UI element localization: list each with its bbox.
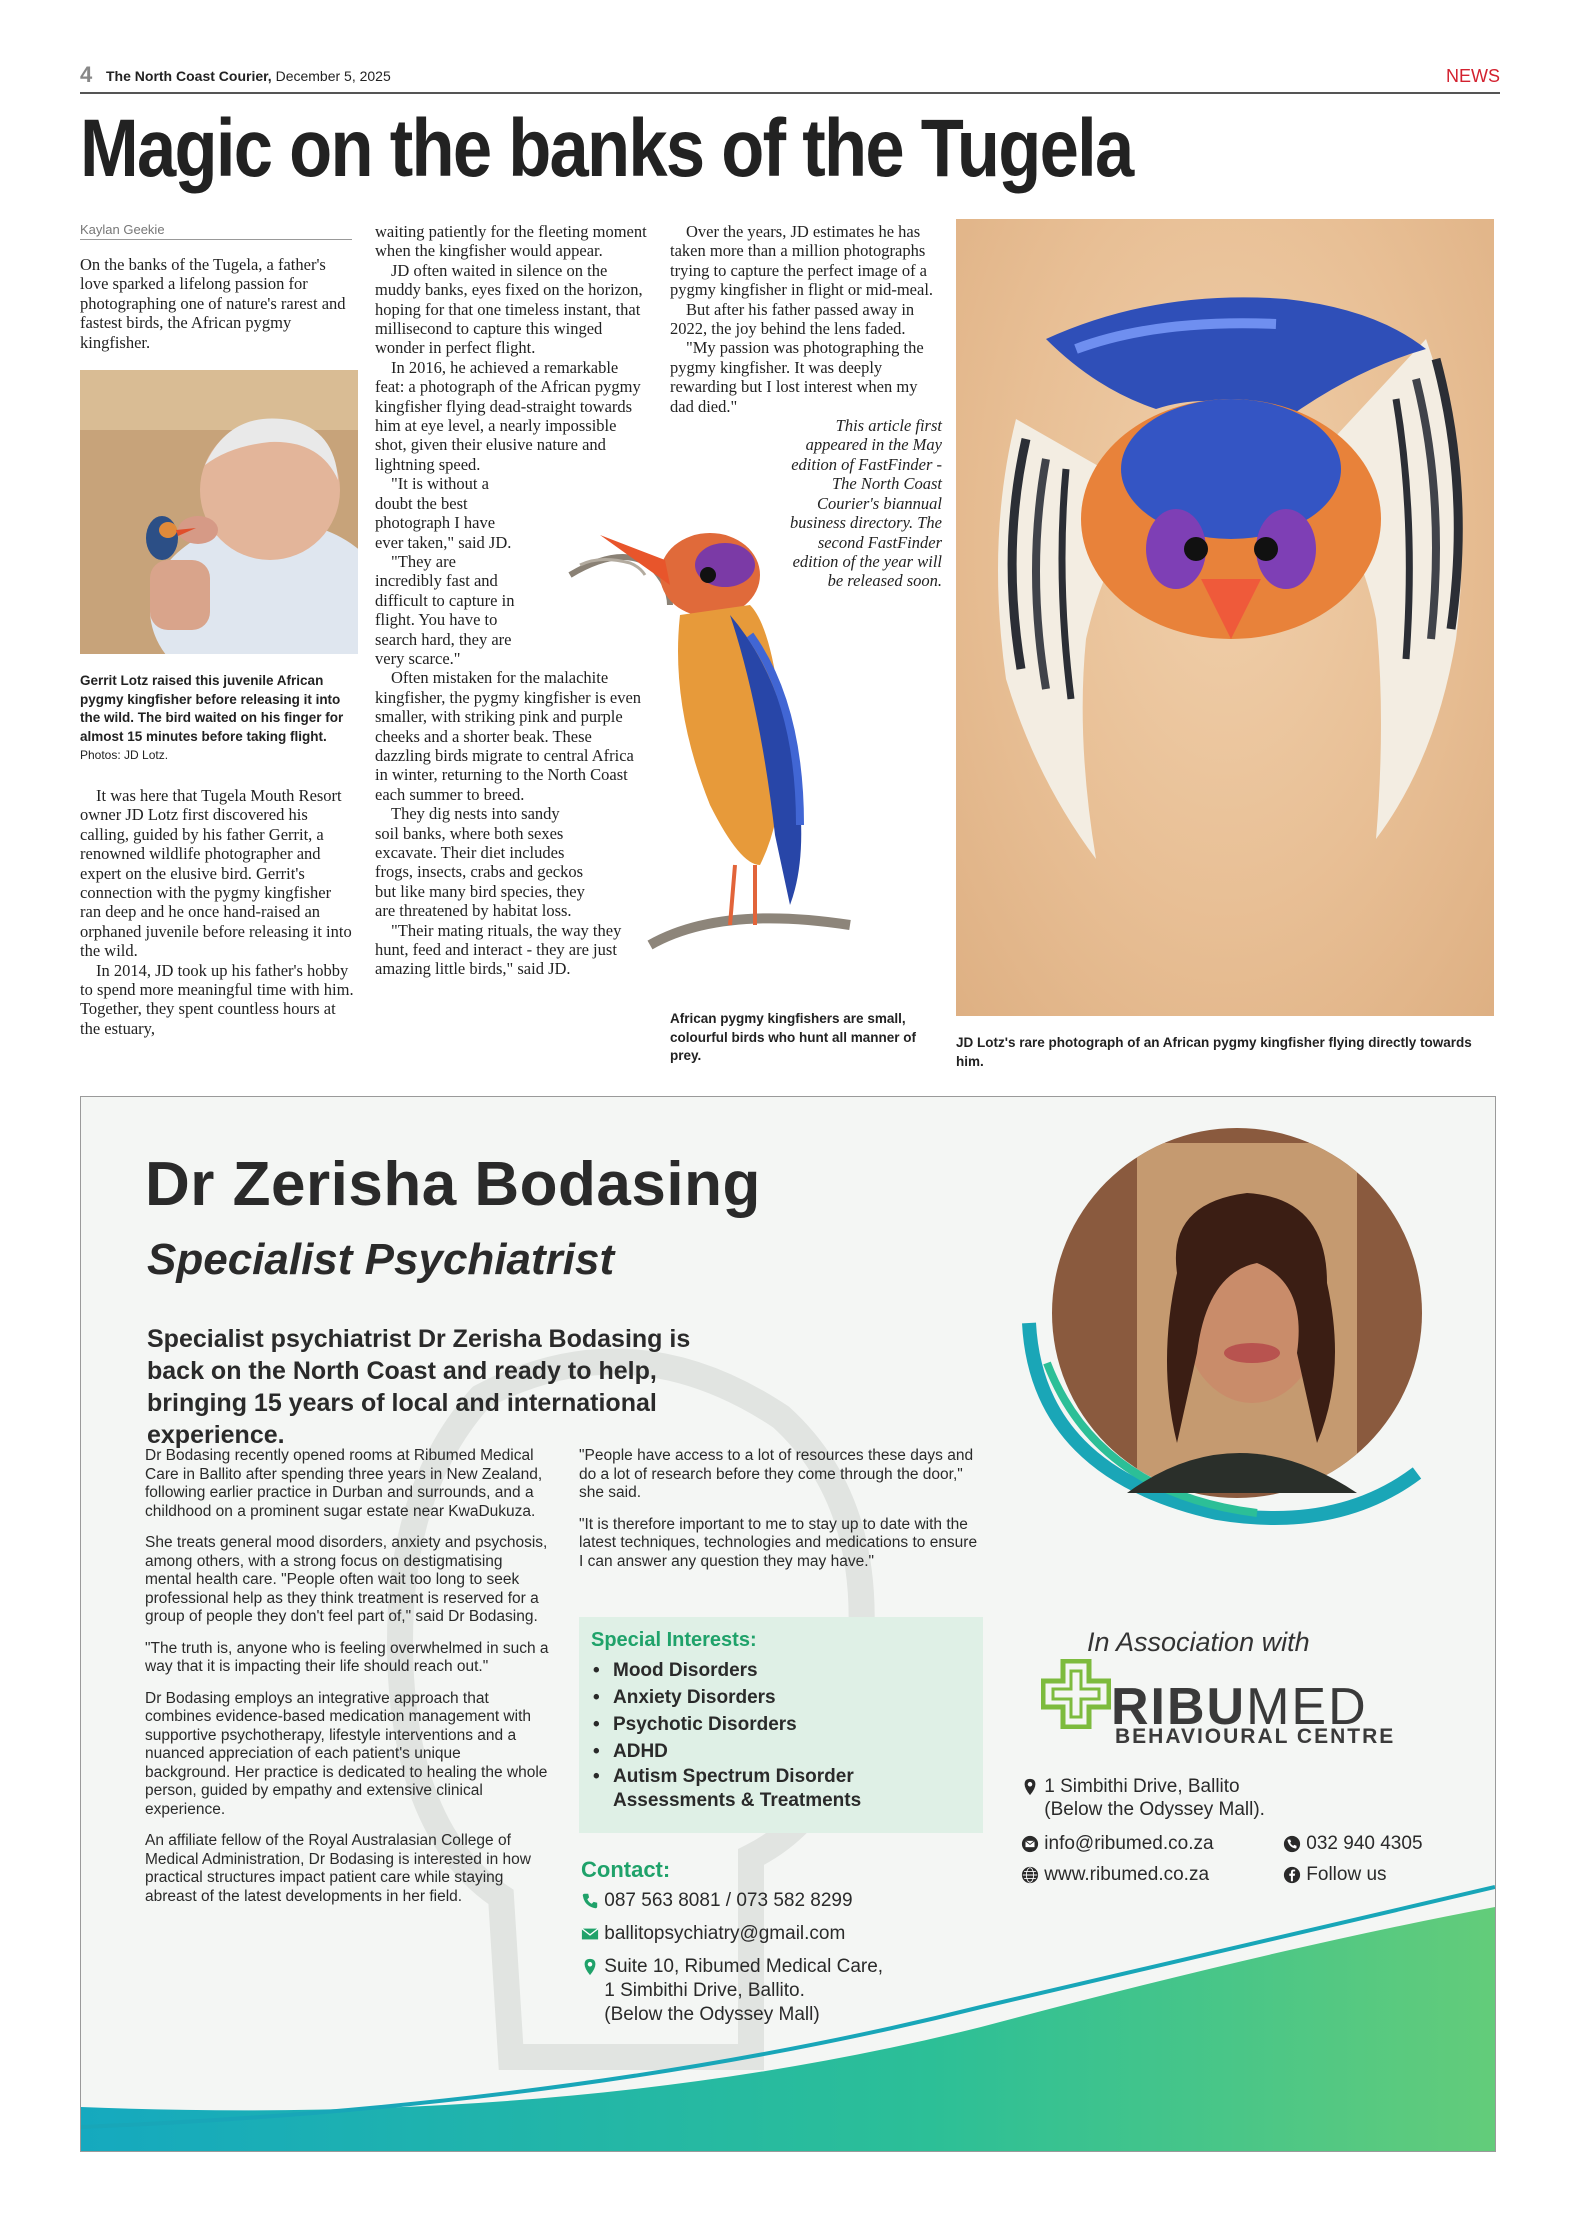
- col3-para: Over the years, JD estimates he has taken more than a million photographs trying to capture the perfect image of a pygmy kingfisher in flight or mid-meal.: [670, 222, 934, 300]
- interest-item: • Autism Spectrum Disorder Assessments & Treatments: [591, 1765, 933, 1813]
- ad-paragraph: She treats general mood disorders, anxiety and psychosis, among others, with a strong focus on destigmatising mental health care. "People often wait too long to seek professional help as they think treatment is reserved for a group of people they don't feel part of," said Dr Bodasing.: [145, 1534, 548, 1625]
- issue-date: December 5, 2025: [275, 68, 391, 84]
- col1-para: It was here that Tugela Mouth Resort owner JD Lotz first discovered his calling, guided by his father Gerrit, a renowned wildlife photographer and expert on the elusive bird. Gerrit's connection with the pygmy kingfisher ran deep and he once hand-raised an orphaned juvenile before releasing it into the wild.: [80, 786, 352, 961]
- ad-right-column: [579, 1447, 979, 1584]
- contact-email-row: [581, 1922, 845, 1946]
- ad-doctor-name: Dr Zerisha Bodasing: [145, 1150, 761, 1219]
- doctor-portrait: [1017, 1113, 1437, 1533]
- ribumed-address-line: (Below the Odyssey Mall).: [1044, 1799, 1265, 1820]
- special-interests-box: [579, 1617, 983, 1833]
- contact-email[interactable]: ballitopsychiatry@gmail.com: [604, 1923, 846, 1944]
- byline: Kaylan Geekie: [80, 222, 352, 240]
- photo-illustration: [80, 370, 358, 654]
- ad-paragraph: Dr Bodasing recently opened rooms at Ribumed Medical Care in Ballito after spending three years in New Zealand, following earlier practice in Durban and surrounds, and a childhood on a prominent sugar estate near KwaDukuza.: [145, 1447, 543, 1520]
- section-label: NEWS: [1446, 66, 1500, 86]
- ad-paragraph: "People have access to a lot of resources these days and do a lot of research before they come through the door," she said.: [579, 1447, 974, 1501]
- ribumed-logo-subtitle: BEHAVIOURAL CENTRE: [1115, 1725, 1396, 1748]
- facebook-icon: [1283, 1866, 1301, 1884]
- contact-heading: Contact:: [581, 1857, 671, 1882]
- address-line: 1 Simbithi Drive, Ballito.: [604, 1980, 805, 2001]
- interests-heading: Special Interests:: [591, 1629, 757, 1651]
- photo1-caption: [80, 672, 360, 765]
- col2-para: "It is without a doubt the best photograph I have ever taken," said JD.: [375, 474, 512, 552]
- big-photo-caption: JD Lotz's rare photograph of an African pygmy kingfisher flying directly towards him.: [956, 1035, 1472, 1069]
- interest-item: • Psychotic Disorders: [591, 1711, 933, 1738]
- ad-paragraph: An affiliate fellow of the Royal Australasian College of Medical Administration, Dr Bodasing is interested in how practical structures impact patient care while staying abreast of the latest developments in her field.: [145, 1832, 531, 1905]
- ad-doctor-title: Specialist Psychiatrist: [147, 1235, 615, 1284]
- ribumed-phone[interactable]: 032 940 4305: [1306, 1833, 1423, 1854]
- phone-icon: [1283, 1835, 1301, 1853]
- col2-para: They dig nests into sandy soil banks, where both sexes excavate. Their diet includes frogs, insects, crabs and geckos but like many bird species, they are threatened by habitat loss.: [375, 804, 585, 921]
- location-pin-icon: [581, 1958, 599, 1976]
- interest-item: • Anxiety Disorders: [591, 1684, 933, 1711]
- association-label: In Association with: [1087, 1627, 1310, 1657]
- page-number: 4: [80, 62, 93, 87]
- ad-paragraph: Dr Bodasing employs an integrative approach that combines evidence-based medication management with supportive psychotherapy, lifestyle interventions and a nuanced appreciation of each patient's unique background. Her practice is dedicated to healing the whole person, guided by empathy and extensive clinical experience.: [145, 1689, 548, 1818]
- ribumed-address-line: 1 Simbithi Drive, Ballito: [1044, 1776, 1240, 1797]
- ribumed-email-row: [1021, 1833, 1214, 1855]
- contact-address: [604, 1955, 883, 2027]
- email-icon: [1021, 1835, 1039, 1853]
- address-line: (Below the Odyssey Mall): [604, 2004, 820, 2025]
- bird-caption: African pygmy kingfishers are small, colourful birds who hunt all manner of prey.: [670, 1011, 916, 1063]
- headline: Magic on the banks of the Tugela: [80, 103, 1133, 194]
- ad-lead: Specialist psychiatrist Dr Zerisha Bodasing is back on the North Coast and ready to help, bringing 15 years of local and international experience.: [147, 1325, 691, 1449]
- ribumed-email[interactable]: info@ribumed.co.za: [1044, 1833, 1214, 1854]
- photo1-caption-text: Gerrit Lotz raised this juvenile African pygmy kingfisher before releasing it into the wild. The bird waited on his finger for almost 15 minutes before taking flight.: [80, 673, 344, 744]
- kingfisher-flight-photo: [956, 219, 1494, 1016]
- ribumed-web-row: [1021, 1864, 1209, 1886]
- publication-name: The North Coast Courier,: [106, 68, 272, 84]
- globe-icon: [1021, 1866, 1039, 1884]
- photo1-credit: Photos: JD Lotz.: [80, 748, 169, 762]
- phone-icon: [581, 1892, 599, 1910]
- col2-para: "Their mating rituals, the way they hunt, feed and interact - they are just amazing little birds," said JD.: [375, 920, 622, 979]
- contact-phone[interactable]: 087 563 8081 / 073 582 8299: [604, 1890, 853, 1911]
- ribumed-address: [1044, 1775, 1265, 1821]
- kingfisher-perched-illustration: [560, 505, 860, 975]
- publication-line: [106, 68, 391, 84]
- contact-address-row: [581, 1955, 883, 2027]
- intro-paragraph: On the banks of the Tugela, a father's love sparked a lifelong passion for photographing one of nature's rarest and fastest birds, the African pygmy kingfisher.: [80, 255, 346, 352]
- address-line: Suite 10, Ribumed Medical Care,: [604, 1956, 884, 1977]
- email-icon: [581, 1925, 599, 1943]
- kingfisher-flight-illustration: [956, 219, 1494, 1016]
- ribumed-follow-us[interactable]: Follow us: [1306, 1864, 1387, 1885]
- kingfisher-perched-photo: [560, 505, 860, 975]
- contact-phone-row: [581, 1889, 853, 1913]
- interest-item: • Mood Disorders: [591, 1657, 933, 1684]
- location-pin-icon: [1021, 1778, 1039, 1796]
- col2-para: Often mistaken for the malachite kingfisher, the pygmy kingfisher is even smaller, with striking pink and purple cheeks and a shorter beak. These dazzling birds migrate to central Africa in winter, returning to the North Coast each summer to breed.: [375, 668, 642, 804]
- interests-list: [591, 1657, 933, 1813]
- interest-item: • ADHD: [591, 1738, 933, 1765]
- page-header: [80, 62, 1500, 94]
- logo-ribu: RIBU: [1111, 1678, 1247, 1736]
- ad-paragraph: "The truth is, anyone who is feeling overwhelmed in such a way that it is impacting their life should reach out.": [145, 1639, 549, 1675]
- ribumed-phone-row: [1283, 1833, 1423, 1855]
- col2-para: waiting patiently for the fleeting moment when the kingfisher would appear.: [375, 222, 647, 261]
- logo-med: MED: [1246, 1678, 1368, 1736]
- doctor-portrait-frame: [1017, 1113, 1437, 1533]
- col2-para: "They are incredibly fast and difficult to capture in flight. You have to search hard, they are very scarce.": [375, 551, 515, 668]
- photo-gerrit-lotz: [80, 370, 358, 654]
- ad-paragraph: "It is therefore important to me to stay up to date with the latest techniques, technologies and medications to ensure I can answer any question they may have.": [579, 1515, 978, 1570]
- article-intro: [80, 255, 352, 352]
- col2-para: In 2016, he achieved a remarkable feat: a photograph of the African pygmy kingfisher flying dead-straight towards him at eye level, a nearly impossible shot, given their elusive nature and lightning speed.: [375, 357, 641, 474]
- advert-dr-bodasing: [80, 1096, 1496, 2152]
- ribumed-website[interactable]: www.ribumed.co.za: [1044, 1864, 1210, 1885]
- ribumed-address-row: [1021, 1775, 1265, 1821]
- ribumed-social-row: [1283, 1864, 1387, 1886]
- italic-note: This article first appeared in the May edition of FastFinder - The North Coast Courier's biannual business directory. The second FastFinder edition of the year will be released soon.: [790, 416, 943, 591]
- ribumed-logo-icon: [1041, 1659, 1111, 1729]
- col2-para: JD often waited in silence on the muddy banks, eyes fixed on the horizon, hoping for that one timeless instant, that millisecond to capture this winged wonder in perfect flight.: [375, 260, 643, 358]
- col1-para: In 2014, JD took up his father's hobby to spend more meaningful time with him. Together, they spent countless hours at the estuary,: [80, 960, 354, 1038]
- col3-para: "My passion was photographing the pygmy kingfisher. It was deeply rewarding but I lost interest when my dad died.": [670, 338, 924, 416]
- col3-para: But after his father passed away in 2022, the joy behind the lens faded.: [670, 299, 915, 339]
- ad-left-column: [145, 1447, 549, 1919]
- article-column-1: [80, 786, 355, 1038]
